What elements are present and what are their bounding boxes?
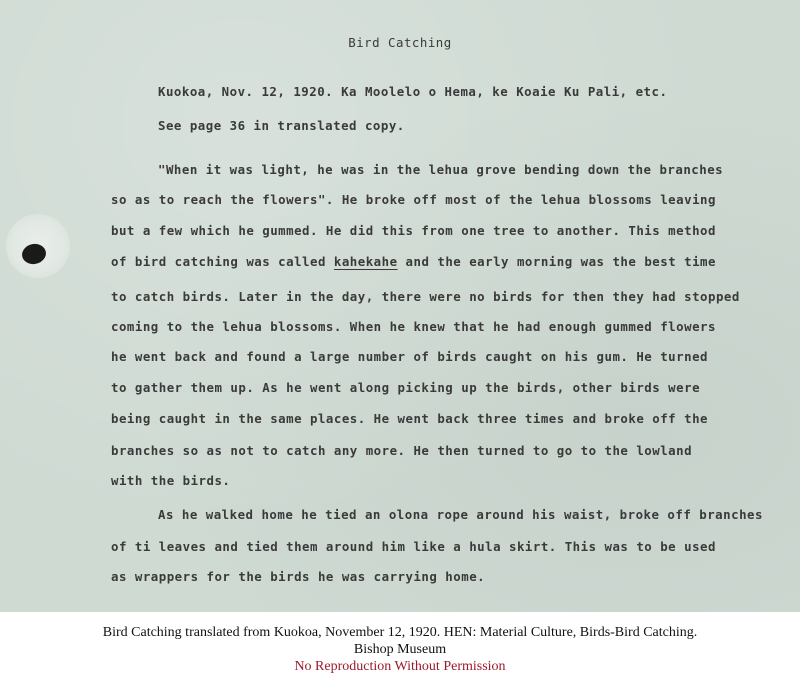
see-page-note: See page 36 in translated copy. xyxy=(158,118,405,133)
paragraph-1-line-7: he went back and found a large number of birds caught on his gum. He turned xyxy=(111,349,708,364)
line-4-end: and the early morning was the best time xyxy=(397,254,716,269)
caption-reproduction-notice: No Reproduction Without Permission xyxy=(294,659,506,674)
paragraph-1-line-11: with the birds. xyxy=(111,473,231,488)
paragraph-1-line-1: "When it was light, he was in the lehua grove bending down the branches xyxy=(158,162,724,177)
paragraph-1-line-9: being caught in the same places. He went back three times and broke off the xyxy=(111,411,708,426)
source-line: Kuokoa, Nov. 12, 1920. Ka Moolelo o Hema, ke Koaie Ku Pali, etc. xyxy=(158,84,668,99)
paragraph-1-line-5: to catch birds. Later in the day, there were no birds for then they had stopped xyxy=(111,289,740,304)
caption-institution: Bishop Museum xyxy=(353,642,447,657)
caption-description: Bird Catching translated from Kuokoa, November 12, 1920. HEN: Material Culture, Birds-Bird Catching. xyxy=(102,625,698,640)
document-title: Bird Catching xyxy=(348,35,452,50)
kahekahe-term: kahekahe xyxy=(333,254,398,269)
paragraph-1-line-3: but a few which he gummed. He did this from one tree to another. This method xyxy=(111,223,716,238)
paragraph-1-line-2: so as to reach the flowers". He broke off most of the lehua blossoms leaving xyxy=(111,192,716,207)
paragraph-1-line-8: to gather them up. As he went along picking up the birds, other birds were xyxy=(111,380,701,395)
paragraph-1-line-6: coming to the lehua blossoms. When he knew that he had enough gummed flowers xyxy=(111,319,716,334)
paragraph-2-line-2: of ti leaves and tied them around him like a hula skirt. This was to be used xyxy=(111,539,716,554)
paragraph-1-line-4 xyxy=(111,256,716,268)
paragraph-1-line-10: branches so as not to catch any more. He then turned to go to the lowland xyxy=(111,443,693,458)
line-4-start: of bird catching was called xyxy=(111,254,334,269)
paragraph-2-line-3: as wrappers for the birds he was carrying home. xyxy=(111,569,486,584)
paragraph-2-line-1: As he walked home he tied an olona rope around his waist, broke off branches xyxy=(158,507,763,522)
